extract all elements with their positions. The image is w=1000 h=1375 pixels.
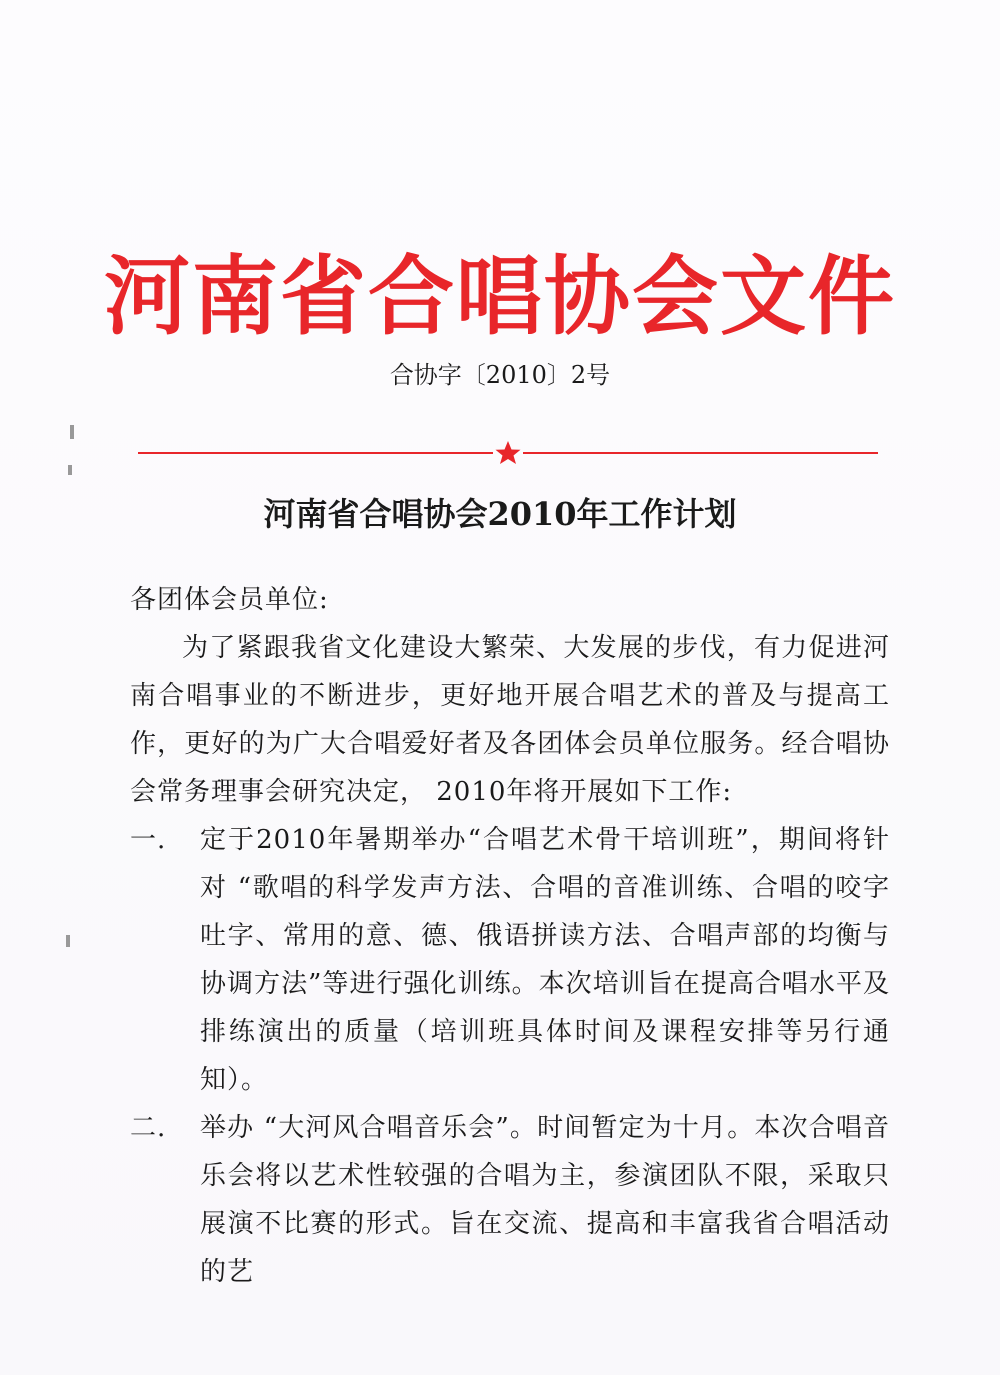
binding-hole-mark xyxy=(66,935,70,947)
list-item-text: 定于2010年暑期举办“合唱艺术骨干培训班”，期间将针对 “歌唱的科学发声方法、合唱的音准训练、合唱的咬字吐字、常用的意、德、俄语拼读方法、合唱声部的均衡与协调方法”等进行强化训练。本次培训旨在提高合唱水平及排练演出的质量（培训班具体时间及课程安排等另行通知）。 xyxy=(200,825,890,1095)
list-item-number: 二. xyxy=(130,1113,167,1143)
salutation: 各团体会员单位: xyxy=(130,585,329,615)
binding-hole-mark xyxy=(68,465,72,475)
red-star-icon xyxy=(496,441,521,464)
list-item xyxy=(130,1104,890,1296)
org-header-title: 河南省合唱协会文件 xyxy=(104,246,896,347)
binding-hole-mark xyxy=(70,425,74,439)
list-item xyxy=(130,816,890,1104)
document-title: 河南省合唱协会2010年工作计划 xyxy=(263,495,737,533)
list-item-number: 一. xyxy=(130,825,167,855)
document-number: 合协字〔2010〕2号 xyxy=(389,361,611,389)
red-divider xyxy=(138,438,878,468)
document-body xyxy=(130,576,890,1296)
list-item-text: 举办 “大河风合唱音乐会”。时间暂定为十月。本次合唱音乐会将以艺术性较强的合唱为主，参演团队不限，采取只展演不比赛的形式。旨在交流、提高和丰富我省合唱活动的艺 xyxy=(200,1113,890,1287)
intro-paragraph: 为了紧跟我省文化建设大繁荣、大发展的步伐，有力促进河南合唱事业的不断进步，更好地开展合唱艺术的普及与提高工作，更好的为广大合唱爱好者及各团体会员单位服务。经合唱协会常务理事会研究决定， 2010年将开展如下工作: xyxy=(130,633,890,807)
